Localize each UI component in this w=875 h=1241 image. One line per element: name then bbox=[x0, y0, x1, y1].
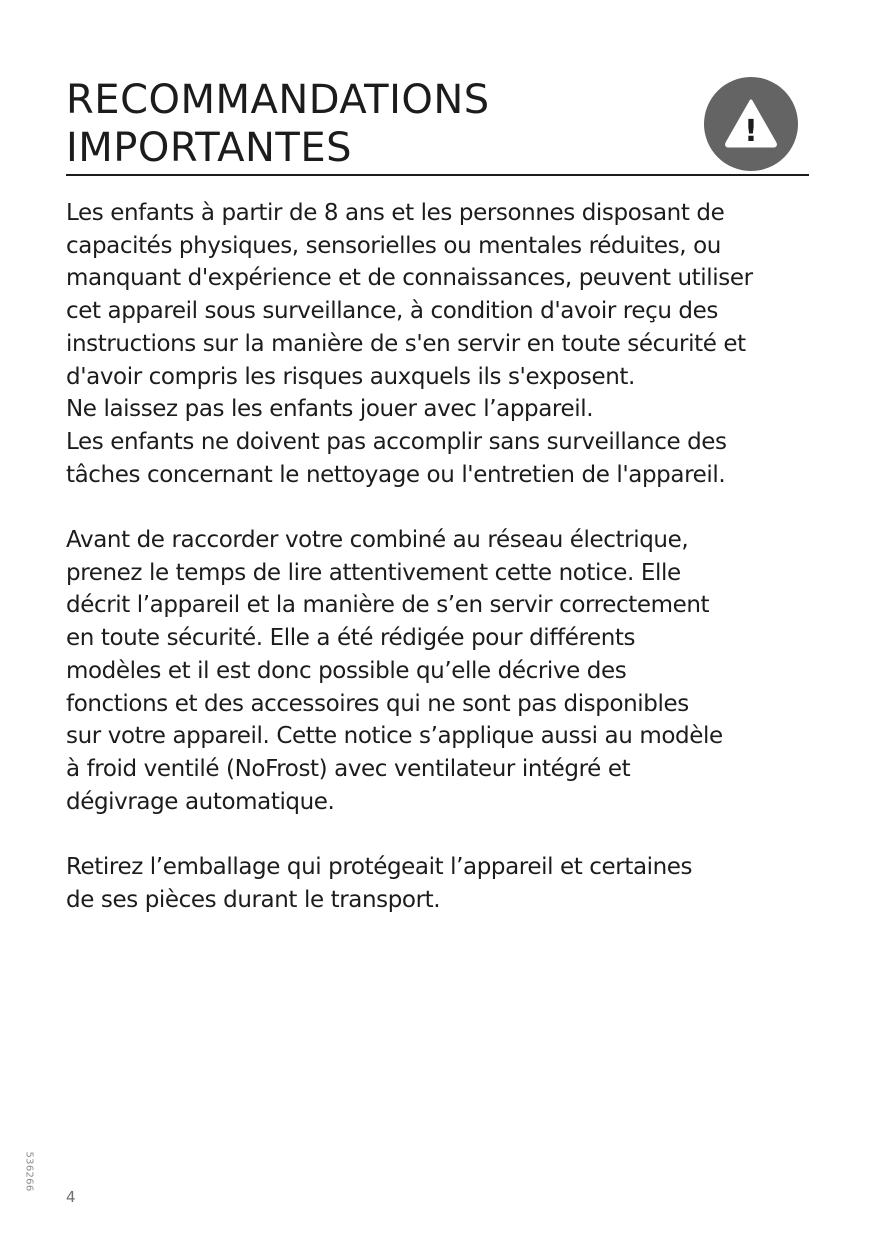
page-title bbox=[66, 76, 490, 172]
text-line: Les enfants ne doivent pas accomplir sans surveillance des bbox=[66, 428, 727, 455]
warning-badge bbox=[704, 77, 798, 171]
text-line: tâches concernant le nettoyage ou l'entretien de l'appareil. bbox=[66, 461, 726, 488]
text-line: Retirez l’emballage qui protégeait l’appareil et certaines bbox=[66, 854, 693, 881]
paragraph-gap bbox=[66, 491, 826, 524]
text-line: décrit l’appareil et la manière de s’en servir correctement bbox=[66, 592, 710, 619]
text-line: prenez le temps de lire attentivement cette notice. Elle bbox=[66, 559, 681, 586]
text-line: modèles et il est donc possible qu’elle décrive des bbox=[66, 657, 627, 684]
text-line: en toute sécurité. Elle a été rédigée pour différents bbox=[66, 625, 636, 652]
text-line: instructions sur la manière de s'en servir en toute sécurité et bbox=[66, 330, 746, 357]
title-line-2: IMPORTANTES bbox=[66, 125, 353, 171]
document-code-text: 536266 bbox=[23, 1151, 35, 1192]
text-line: fonctions et des accessoires qui ne sont pas disponibles bbox=[66, 690, 689, 717]
text-line: de ses pièces durant le transport. bbox=[66, 886, 441, 913]
document-code bbox=[19, 1152, 39, 1192]
paragraph-gap bbox=[66, 818, 826, 851]
paragraph-children-safety bbox=[66, 197, 826, 491]
text-line: Avant de raccorder votre combiné au réseau électrique, bbox=[66, 527, 689, 554]
text-line: à froid ventilé (NoFrost) avec ventilateur intégré et bbox=[66, 755, 631, 782]
text-line: manquant d'expérience et de connaissances, peuvent utiliser bbox=[66, 265, 753, 292]
title-line-1: RECOMMANDATIONS bbox=[66, 77, 490, 123]
content bbox=[66, 197, 826, 916]
text-line: capacités physiques, sensorielles ou mentales réduites, ou bbox=[66, 232, 721, 259]
page-number: 4 bbox=[66, 1188, 76, 1206]
text-line: Les enfants à partir de 8 ans et les personnes disposant de bbox=[66, 200, 725, 226]
paragraph-remove-packaging bbox=[66, 851, 826, 916]
paragraph-before-connecting bbox=[66, 524, 826, 818]
warning-exclamation-icon bbox=[704, 77, 798, 171]
text-line: Ne laissez pas les enfants jouer avec l’appareil. bbox=[66, 396, 594, 423]
page-header bbox=[66, 74, 809, 176]
text-line: cet appareil sous surveillance, à condition d'avoir reçu des bbox=[66, 298, 718, 325]
text-line: d'avoir compris les risques auxquels ils s'exposent. bbox=[66, 363, 635, 390]
text-line: sur votre appareil. Cette notice s’applique aussi au modèle bbox=[66, 723, 723, 750]
text-line: dégivrage automatique. bbox=[66, 788, 335, 815]
warning-symbol: ! bbox=[744, 114, 758, 149]
